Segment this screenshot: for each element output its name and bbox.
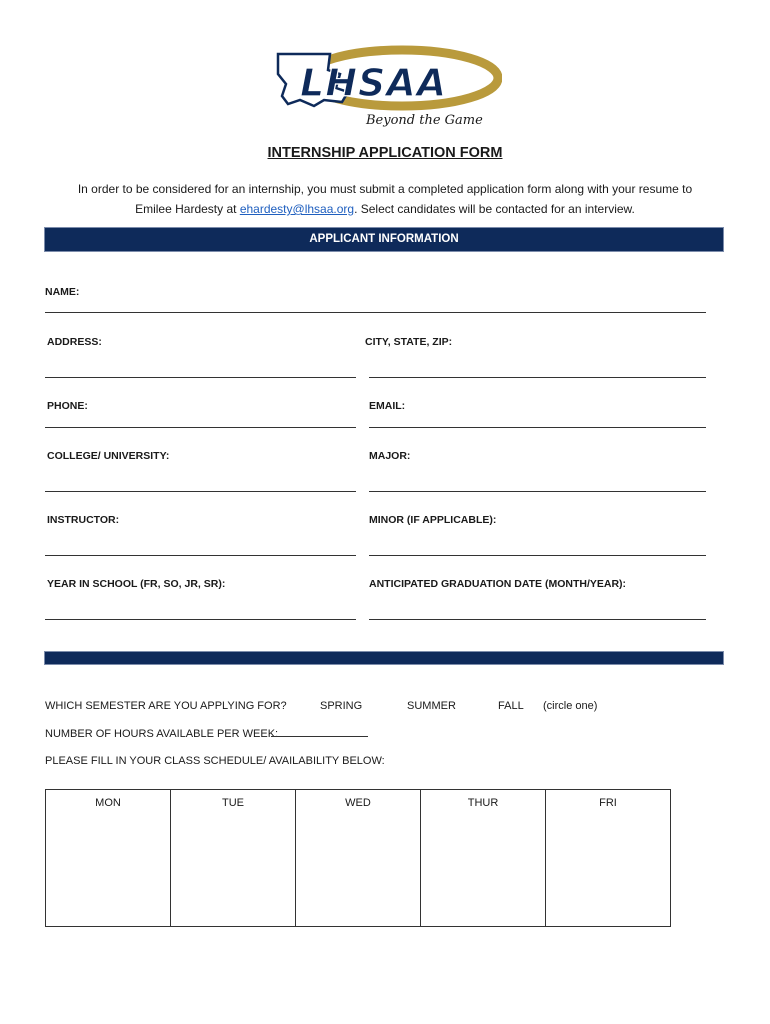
major-field-line[interactable] xyxy=(369,491,706,492)
year-in-school-field-line[interactable] xyxy=(45,619,356,620)
schedule-label: PLEASE FILL IN YOUR CLASS SCHEDULE/ AVAILABILITY BELOW: xyxy=(45,755,385,767)
hours-field-line[interactable] xyxy=(271,736,368,737)
semester-option-fall[interactable]: FALL xyxy=(498,700,524,712)
intro-line-2 xyxy=(40,199,730,219)
applicant-information-header xyxy=(44,227,724,252)
schedule-cell-fri[interactable]: FRI xyxy=(546,790,671,927)
phone-field-line[interactable] xyxy=(45,427,356,428)
major-label: MAJOR: xyxy=(369,450,411,462)
intro-line-1: In order to be considered for an internship, you must submit a completed application form along with your resume to xyxy=(77,182,693,196)
schedule-cell-wed[interactable]: WED xyxy=(296,790,421,927)
college-label: COLLEGE/ UNIVERSITY: xyxy=(47,450,170,462)
semester-option-spring[interactable]: SPRING xyxy=(320,700,363,712)
address-label: ADDRESS: xyxy=(47,336,102,348)
minor-label: MINOR (IF APPLICABLE): xyxy=(369,514,497,526)
semester-option-summer[interactable]: SUMMER xyxy=(407,700,456,712)
semester-hint: (circle one) xyxy=(543,700,598,712)
logo-letters: LHSAA xyxy=(300,61,448,105)
instructor-label: INSTRUCTOR: xyxy=(47,514,120,526)
phone-label: PHONE: xyxy=(47,400,88,412)
address-field-line[interactable] xyxy=(45,377,356,378)
intro-line-2-suffix: . Select candidates will be contacted for an interview. xyxy=(354,202,635,216)
schedule-cell-tue[interactable]: TUE xyxy=(171,790,296,927)
schedule-cell-thur[interactable]: THUR xyxy=(421,790,546,927)
hours-label: NUMBER OF HOURS AVAILABLE PER WEEK: xyxy=(45,728,279,740)
graduation-date-field-line[interactable] xyxy=(369,619,706,620)
email-field-line[interactable] xyxy=(369,427,706,428)
minor-field-line[interactable] xyxy=(369,555,706,556)
email-link[interactable]: ehardesty@lhsaa.org xyxy=(239,202,355,216)
intro-paragraph xyxy=(40,179,730,219)
logo-tagline: Beyond the Game xyxy=(366,113,483,128)
schedule-cell-mon[interactable]: MON xyxy=(46,790,171,927)
semester-question: WHICH SEMESTER ARE YOU APPLYING FOR? xyxy=(45,700,287,712)
city-state-zip-field-line[interactable] xyxy=(369,377,706,378)
city-state-zip-label: CITY, STATE, ZIP: xyxy=(365,336,453,348)
graduation-date-label: ANTICIPATED GRADUATION DATE (MONTH/YEAR): xyxy=(369,578,627,590)
instructor-field-line[interactable] xyxy=(45,555,356,556)
college-field-line[interactable] xyxy=(45,491,356,492)
name-label: NAME: xyxy=(45,286,80,298)
page-title: INTERNSHIP APPLICATION FORM xyxy=(267,145,503,161)
applicant-information-label: APPLICANT INFORMATION xyxy=(309,233,459,245)
schedule-table xyxy=(45,789,671,927)
section-divider-bar xyxy=(44,651,724,665)
email-label: EMAIL: xyxy=(369,400,406,412)
name-field-line[interactable] xyxy=(45,312,706,313)
lhsaa-logo xyxy=(270,40,502,132)
intro-line-2-prefix: Emilee Hardesty at xyxy=(135,202,240,216)
year-in-school-label: YEAR IN SCHOOL (FR, SO, JR, SR): xyxy=(47,578,226,590)
